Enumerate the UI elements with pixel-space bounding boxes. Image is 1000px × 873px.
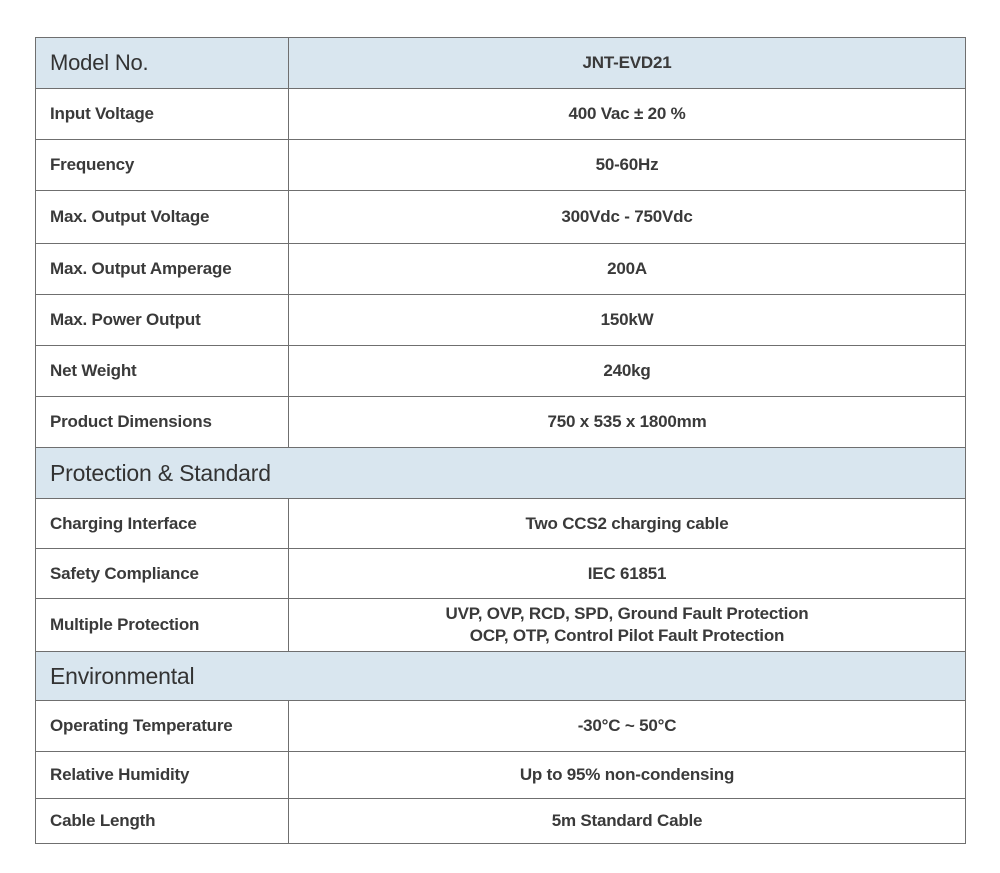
spec-label: Safety Compliance — [36, 549, 289, 599]
section-row-protection — [36, 448, 966, 499]
spec-value-line: OCP, OTP, Control Pilot Fault Protection — [469, 626, 785, 645]
spec-label: Frequency — [36, 140, 289, 191]
spec-value: 5m Standard Cable — [289, 799, 966, 844]
spec-label: Input Voltage — [36, 89, 289, 140]
spec-label: Charging Interface — [36, 499, 289, 549]
spec-label: Cable Length — [36, 799, 289, 844]
table-row — [36, 295, 966, 346]
section-title-environmental: Environmental — [36, 652, 966, 701]
spec-label: Net Weight — [36, 346, 289, 397]
spec-value: 50-60Hz — [289, 140, 966, 191]
spec-label: Product Dimensions — [36, 397, 289, 448]
spec-label: Max. Output Amperage — [36, 244, 289, 295]
spec-value: IEC 61851 — [289, 549, 966, 599]
spec-label: Multiple Protection — [36, 599, 289, 652]
table-row — [36, 499, 966, 549]
table-row — [36, 89, 966, 140]
spec-table — [35, 37, 966, 844]
spec-value: -30°C ~ 50°C — [289, 701, 966, 752]
spec-value: Two CCS2 charging cable — [289, 499, 966, 549]
table-row — [36, 599, 966, 652]
spec-value-line: UVP, OVP, RCD, SPD, Ground Fault Protection — [445, 604, 809, 623]
section-row-environmental — [36, 652, 966, 701]
table-row — [36, 549, 966, 599]
model-label: Model No. — [36, 38, 289, 89]
spec-value: 750 x 535 x 1800mm — [289, 397, 966, 448]
model-row — [36, 38, 966, 89]
table-row — [36, 140, 966, 191]
spec-label: Max. Power Output — [36, 295, 289, 346]
table-row — [36, 701, 966, 752]
model-value: JNT-EVD21 — [289, 38, 966, 89]
section-title-protection: Protection & Standard — [36, 448, 966, 499]
spec-value: 240kg — [289, 346, 966, 397]
table-row — [36, 244, 966, 295]
spec-value: 400 Vac ± 20 % — [289, 89, 966, 140]
table-row — [36, 799, 966, 844]
spec-value: Up to 95% non-condensing — [289, 752, 966, 799]
spec-label: Max. Output Voltage — [36, 191, 289, 244]
spec-value: 150kW — [289, 295, 966, 346]
spec-label: Operating Temperature — [36, 701, 289, 752]
table-row — [36, 752, 966, 799]
table-row — [36, 346, 966, 397]
table-row — [36, 397, 966, 448]
table-row — [36, 191, 966, 244]
spec-value: 300Vdc - 750Vdc — [289, 191, 966, 244]
spec-label: Relative Humidity — [36, 752, 289, 799]
spec-value-multiline — [289, 599, 966, 652]
spec-value: 200A — [289, 244, 966, 295]
